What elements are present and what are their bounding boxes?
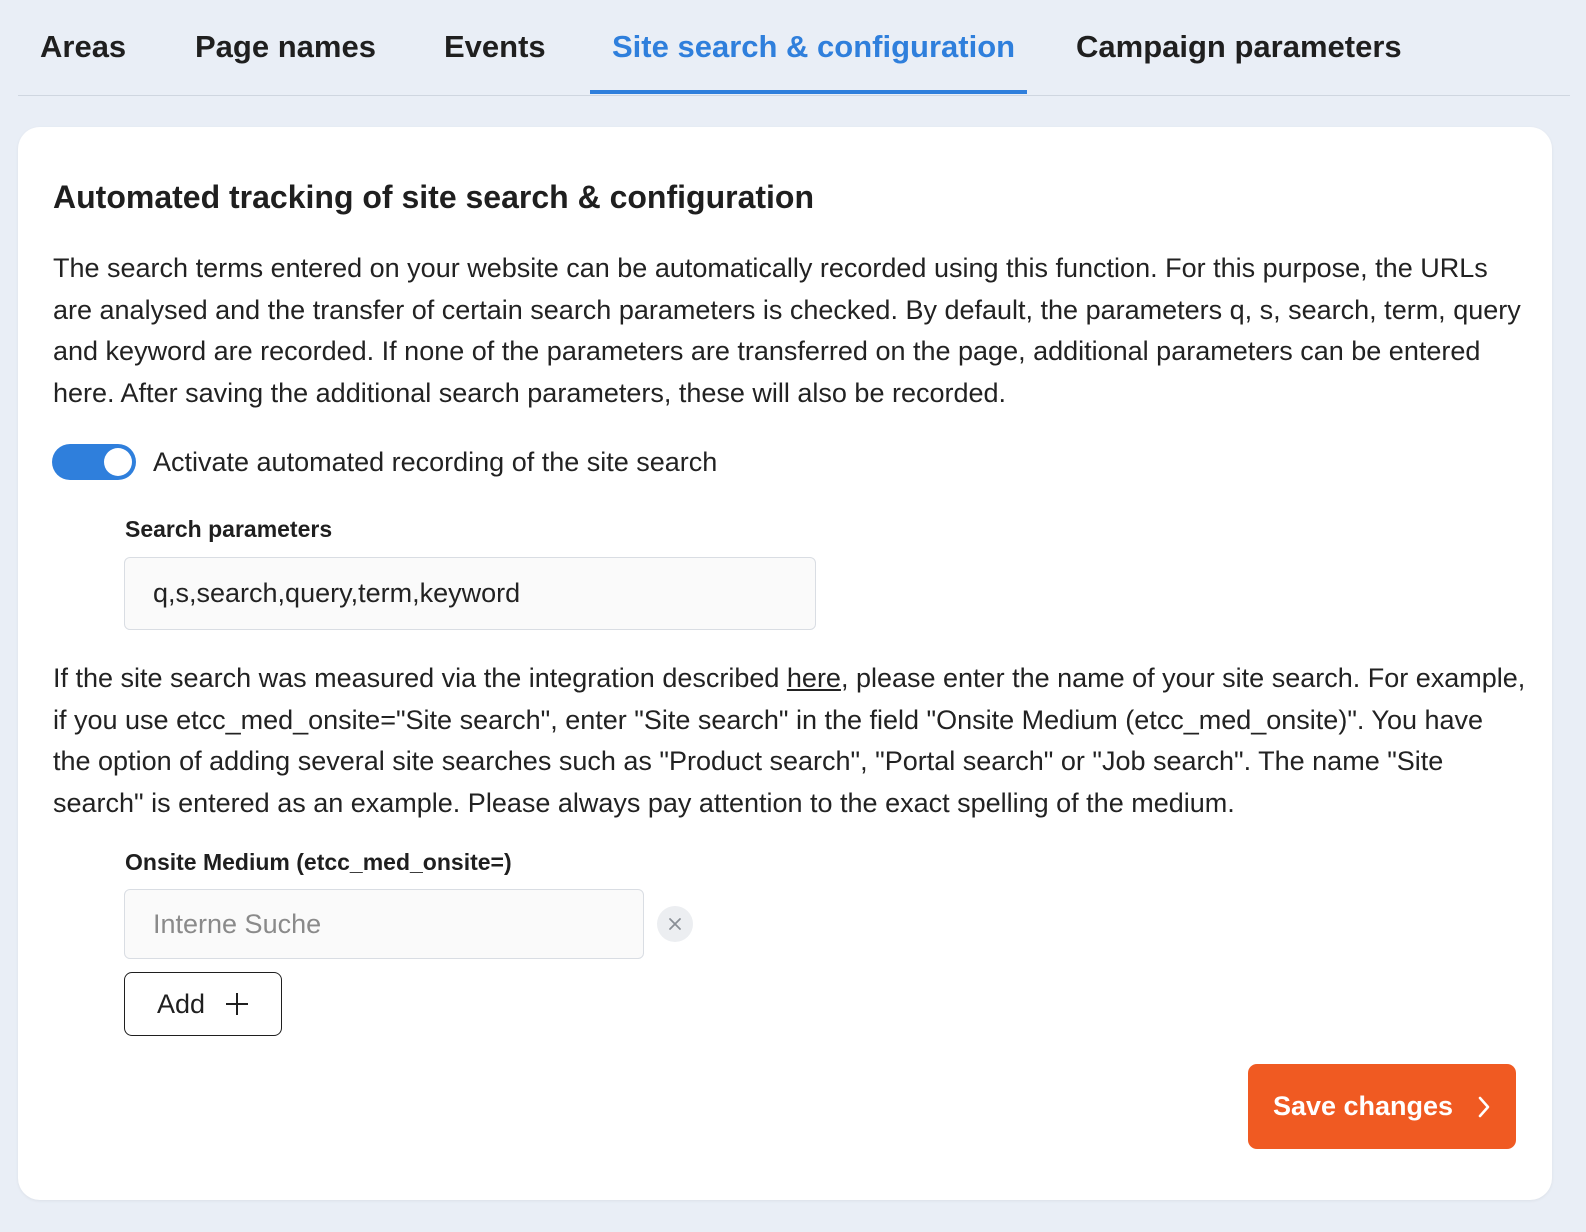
description-text: The search terms entered on your website can be automatically recorded using this function. For this purpose, the URLs are analysed and the transfer of certain search parameters is checked. By default, the parameters q, s, search, term, query and keyword are recorded. If none of the parameters are transferred on the page, additional parameters can be entered here. After saving the additional search parameters, these will also be recorded. xyxy=(53,253,1521,408)
info-text-after: , please enter the name of your site search. For example, if you use etcc_med_onsite="Site search", enter "Site search" in the field "Onsite Medium (etcc_med_onsite)". You have the option of adding several site searches such as "Product search", "Portal search" or "Job search". The name "Site search" is entered as an example. Please always pay attention to the exact spelling of the medium. xyxy=(53,663,1526,818)
toggle-knob xyxy=(104,448,132,476)
card-title: Automated tracking of site search & configuration xyxy=(53,179,814,215)
save-changes-button[interactable] xyxy=(1248,1064,1516,1149)
add-button-label: Add xyxy=(156,988,206,1019)
tab-events[interactable]: Events xyxy=(444,29,546,64)
tab-page-names[interactable]: Page names xyxy=(195,29,376,64)
clear-button[interactable] xyxy=(657,906,693,942)
integration-info-text xyxy=(53,658,1528,824)
chevron-right-icon xyxy=(1477,1096,1491,1118)
onsite-medium-input[interactable] xyxy=(124,889,644,959)
tab-campaign-parameters[interactable]: Campaign parameters xyxy=(1076,29,1402,64)
onsite-medium-label: Onsite Medium (etcc_med_onsite=) xyxy=(125,849,512,875)
tab-site-search[interactable]: Site search & configuration xyxy=(612,29,1016,64)
save-button-label: Save changes xyxy=(1272,1091,1454,1121)
tab-bar xyxy=(18,0,1570,96)
integration-link[interactable]: here xyxy=(786,663,841,693)
active-tab-indicator xyxy=(590,90,1027,94)
toggle-label: Activate automated recording of the site search xyxy=(153,447,718,477)
info-text-before: If the site search was measured via the integration described xyxy=(53,663,787,693)
plus-icon xyxy=(225,992,249,1016)
site-search-toggle[interactable] xyxy=(52,444,136,480)
settings-card xyxy=(18,127,1552,1200)
search-parameters-input[interactable] xyxy=(124,557,816,630)
search-parameters-label: Search parameters xyxy=(125,516,333,542)
add-button[interactable] xyxy=(124,972,282,1036)
close-icon xyxy=(668,917,682,931)
tab-areas[interactable]: Areas xyxy=(40,29,127,64)
